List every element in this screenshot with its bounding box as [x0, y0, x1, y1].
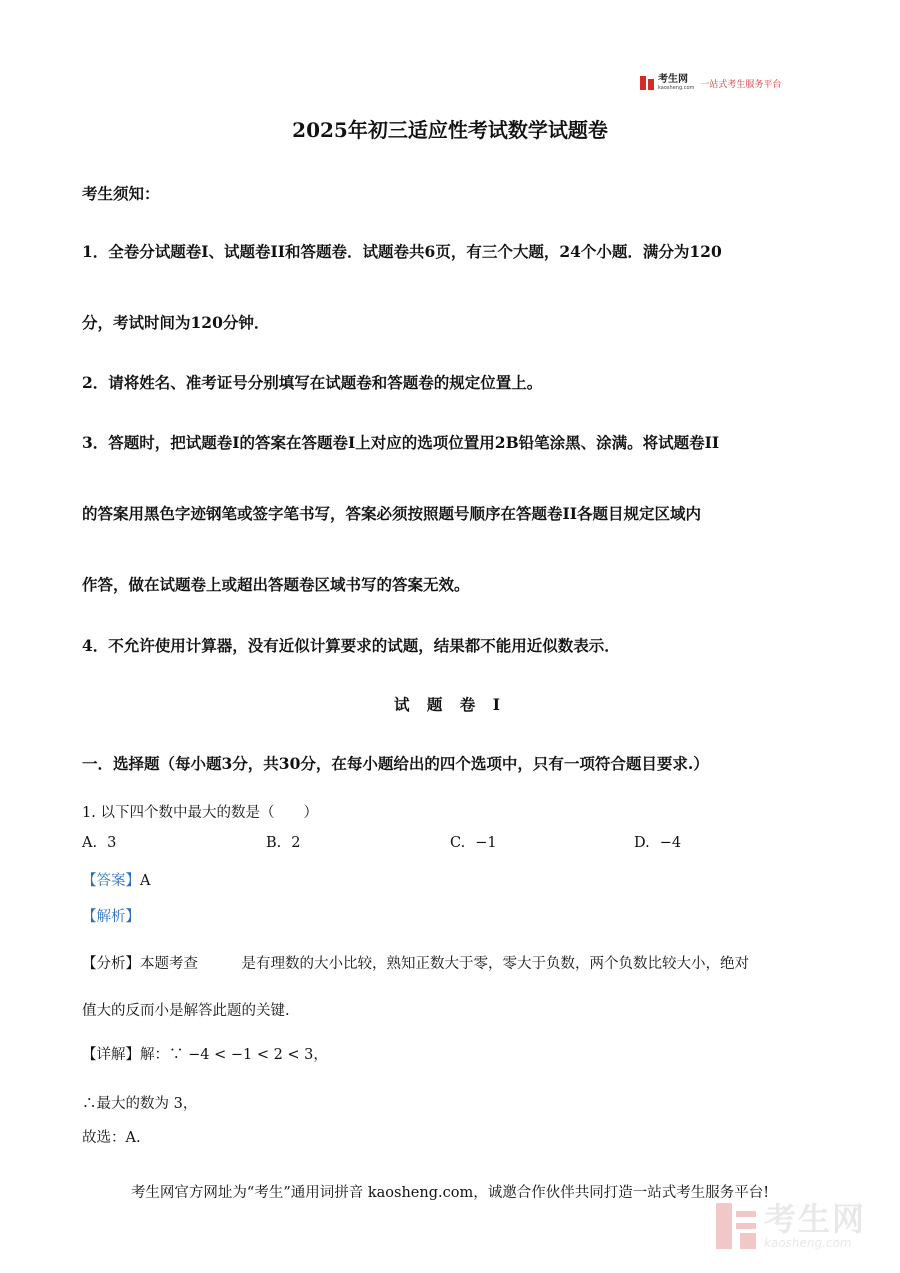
kaosheng-logo-icon [640, 76, 654, 90]
option-b-label: B. [266, 835, 282, 851]
part-heading: 一．选择题（每小题3分，共30分，在每小题给出的四个选项中，只有一项符合题目要求.） [82, 754, 709, 773]
therefore-text: ∴最大的数为 3， [82, 1096, 198, 1112]
kaosheng-watermark-icon [716, 1203, 756, 1249]
question-stem: 1. 以下四个数中最大的数是（ ） [82, 805, 318, 821]
watermark [716, 1200, 867, 1250]
option-c-value: −1 [475, 835, 497, 851]
option-a-value: 3 [107, 835, 117, 851]
option-a [82, 835, 116, 851]
analysis-tag: 【解析】 [82, 909, 140, 925]
choice-text: 故选：A. [82, 1130, 141, 1146]
option-c [450, 835, 497, 851]
notice-line-3: 2．请将姓名、准考证号分别填写在试题卷和答题卷的规定位置上。 [82, 373, 543, 392]
footer-text: 考生网官方网址为“考生”通用词拼音 kaosheng.com，诚邀合作伙伴共同打造一站式考生服务平台! [130, 1185, 770, 1201]
header-logo [640, 73, 781, 93]
option-b [266, 835, 301, 851]
analysis-text-2: 值大的反而小是解答此题的关键. [82, 1003, 290, 1019]
page-title: 2025年初三适应性考试数学试题卷 [292, 118, 608, 142]
option-d-label: D. [634, 835, 650, 851]
notice-line-7: 4．不允许使用计算器，没有近似计算要求的试题，结果都不能用近似数表示． [82, 636, 620, 655]
option-d-value: −4 [659, 835, 682, 851]
answer-line [82, 869, 150, 890]
notice-line-1: 1．全卷分试题卷I、试题卷II和答题卷．试题卷共6页，有三个大题，24个小题．满分为120 [82, 242, 722, 261]
answer-tag: 【答案】 [82, 873, 140, 889]
notice-line-6: 作答，做在试题卷上或超出答题卷区域书写的答案无效。 [82, 575, 470, 594]
option-b-value: 2 [291, 835, 301, 851]
section-title: 试 题 卷 I [394, 695, 506, 714]
option-a-label: A. [82, 835, 98, 851]
watermark-name: 考生网 [764, 1200, 867, 1238]
answer-value: A [140, 873, 151, 889]
notice-line-4: 3．答题时，把试题卷I的答案在答题卷I上对应的选项位置用2B铅笔涂黑、涂满。将试题卷II [82, 433, 720, 452]
analysis-text-1: 【分析】本题考查 是有理数的大小比较，熟知正数大于零，零大于负数，两个负数比较大小，绝对 [82, 956, 749, 972]
option-d [634, 835, 681, 851]
notice-line-2: 分，考试时间为120分钟． [82, 313, 270, 332]
detail-text: 【详解】解：∵ −4 < −1 < 2 < 3， [82, 1047, 328, 1063]
option-c-label: C. [450, 835, 466, 851]
logo-domain: kaosheng.com [658, 85, 695, 91]
notice-heading: 考生须知： [82, 184, 160, 203]
notice-line-5: 的答案用黑色字迹钢笔或签字笔书写，答案必须按照题号顺序在答题卷II各题目规定区域内 [82, 504, 702, 523]
watermark-domain: kaosheng.com [764, 1236, 852, 1250]
logo-name: 考生网 [658, 74, 688, 85]
logo-slogan: 一站式考生服务平台 [700, 79, 782, 90]
